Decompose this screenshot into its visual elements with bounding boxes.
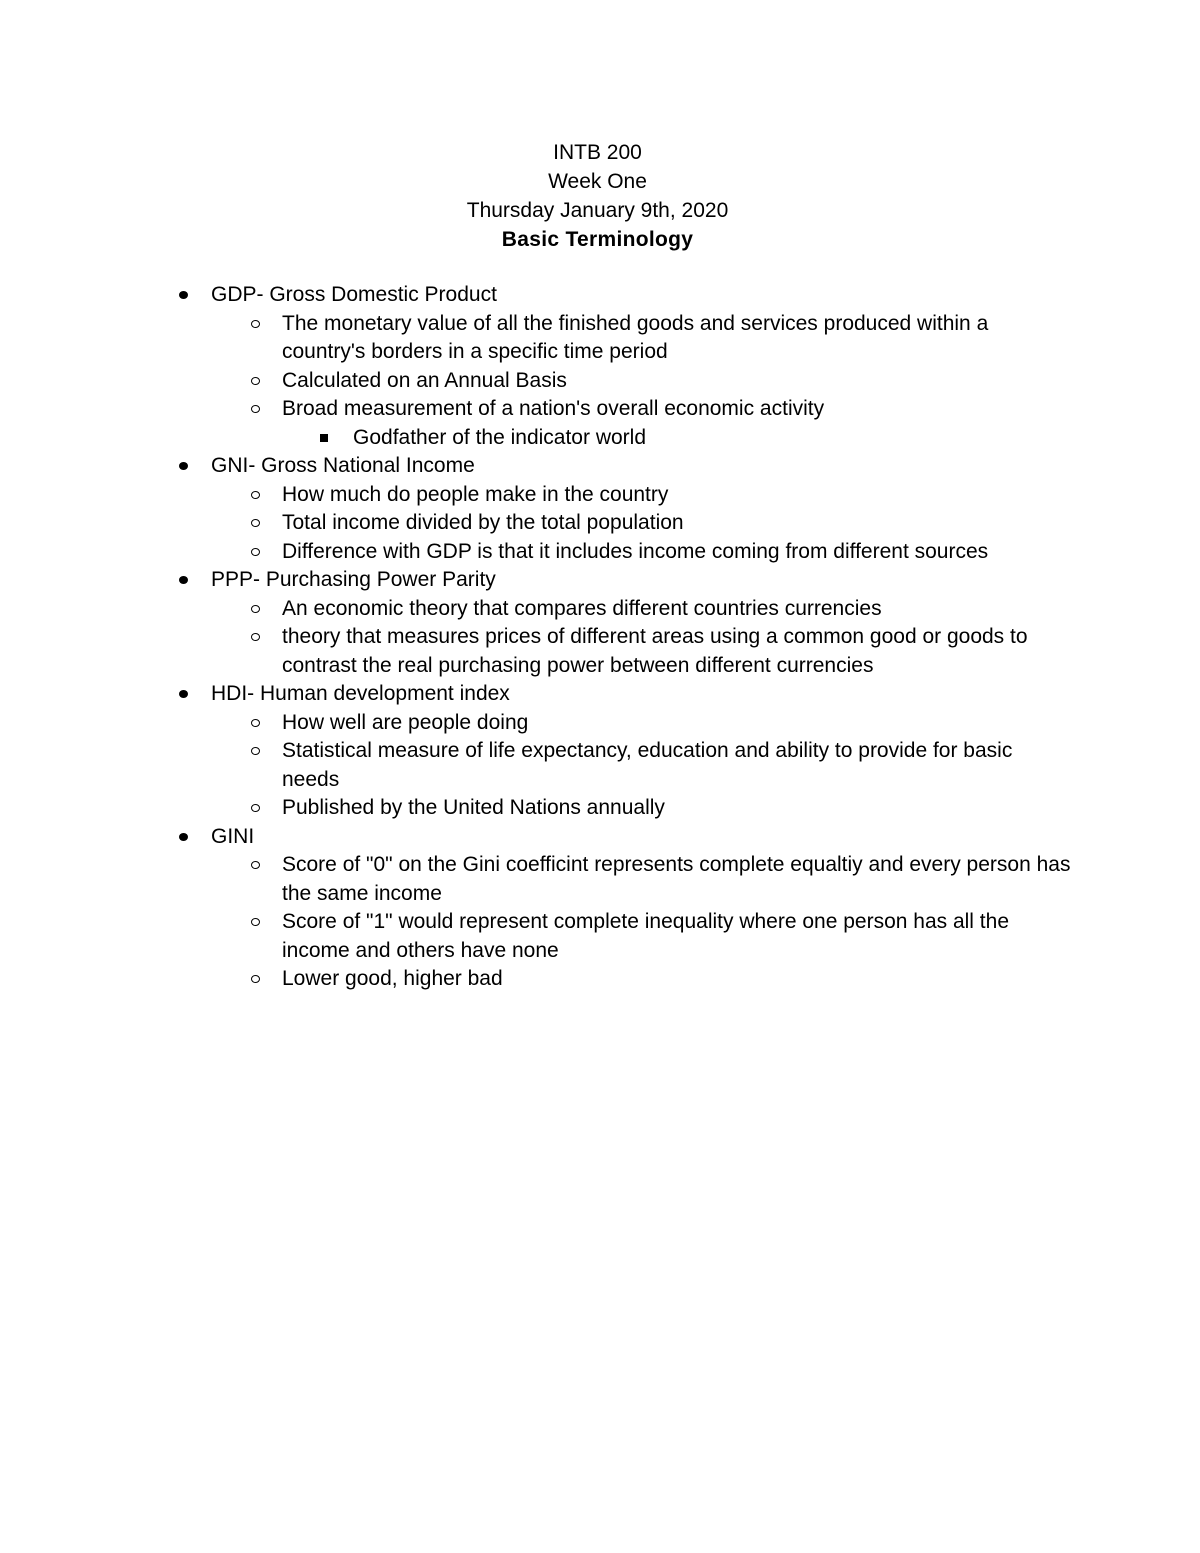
term-item-text: GNI- Gross National Income <box>211 454 475 477</box>
term-point <box>0 367 1072 396</box>
term-item <box>0 566 1200 595</box>
term-point <box>0 623 1072 680</box>
term-point <box>0 310 1072 367</box>
term-item-text: GINI <box>211 824 255 848</box>
term-point <box>0 595 1072 624</box>
term-point <box>0 509 1072 538</box>
date-label: Thursday January 9th, 2020 <box>466 199 729 222</box>
course-title: INTB 200 <box>553 141 642 164</box>
term-point <box>0 794 1072 823</box>
term-point <box>0 737 1072 794</box>
term-point-text: Broad measurement of a nation's overall economic activity <box>282 397 825 420</box>
term-point-text: Calculated on an Annual Basis <box>282 368 567 392</box>
term-item-text: PPP- Purchasing Power Parity <box>211 568 496 591</box>
circle-bullet-icon <box>247 310 263 339</box>
document-header <box>0 138 1195 254</box>
term-item <box>0 452 1200 481</box>
term-point <box>0 481 1072 510</box>
circle-bullet-icon <box>247 794 263 823</box>
dot-bullet-icon <box>175 281 191 310</box>
term-point-text: An economic theory that compares different countries currencies <box>282 596 882 620</box>
term-item <box>0 680 1200 709</box>
circle-bullet-icon <box>247 623 263 652</box>
term-point-text: Published by the United Nations annually <box>282 796 665 819</box>
term-point <box>0 395 1072 424</box>
term-point-text: How much do people make in the country <box>282 482 669 506</box>
term-item <box>0 823 1200 852</box>
term-point-text: Difference with GDP is that it includes income coming from different sources <box>282 539 989 563</box>
term-point <box>0 908 1072 965</box>
term-point <box>0 709 1072 738</box>
topic-heading: Basic Terminology <box>501 228 694 251</box>
term-item-text: GDP- Gross Domestic Product <box>211 283 497 306</box>
term-point-text: theory that measures prices of different areas using a common good or goods to contrast the real purchasing power between different currencies <box>282 625 1028 677</box>
circle-bullet-icon <box>247 965 263 994</box>
circle-bullet-icon <box>247 595 263 624</box>
term-subpoint <box>0 424 1200 453</box>
term-point-text: Statistical measure of life expectancy, education and ability to provide for basic needs <box>282 739 1013 791</box>
term-point-text: Score of "0" on the Gini coefficint represents complete equaltiy and every person has the same income <box>282 853 1071 905</box>
dot-bullet-icon <box>175 680 191 709</box>
term-point <box>0 851 1072 908</box>
terminology-list <box>0 281 1200 994</box>
circle-bullet-icon <box>247 367 263 396</box>
dot-bullet-icon <box>175 566 191 595</box>
circle-bullet-icon <box>247 538 263 567</box>
circle-bullet-icon <box>247 481 263 510</box>
term-point-text: The monetary value of all the finished goods and services produced within a country's borders in a specific time period <box>282 311 989 363</box>
circle-bullet-icon <box>247 395 263 424</box>
term-point <box>0 538 1072 567</box>
term-point-text: Score of "1" would represent complete inequality where one person has all the income and others have none <box>282 910 1010 962</box>
circle-bullet-icon <box>247 737 263 766</box>
week-label: Week One <box>548 170 647 193</box>
square-bullet-icon <box>316 424 332 453</box>
circle-bullet-icon <box>247 851 263 880</box>
term-item <box>0 281 1200 310</box>
term-item-text: HDI- Human development index <box>211 682 510 705</box>
circle-bullet-icon <box>247 709 263 738</box>
term-point <box>0 965 1072 994</box>
dot-bullet-icon <box>175 823 191 852</box>
term-point-text: Lower good, higher bad <box>282 967 503 990</box>
dot-bullet-icon <box>175 452 191 481</box>
circle-bullet-icon <box>247 509 263 538</box>
term-point-text: How well are people doing <box>282 710 529 734</box>
term-point-text: Total income divided by the total population <box>282 511 684 534</box>
term-subpoint-text: Godfather of the indicator world <box>353 425 646 449</box>
circle-bullet-icon <box>247 908 263 937</box>
